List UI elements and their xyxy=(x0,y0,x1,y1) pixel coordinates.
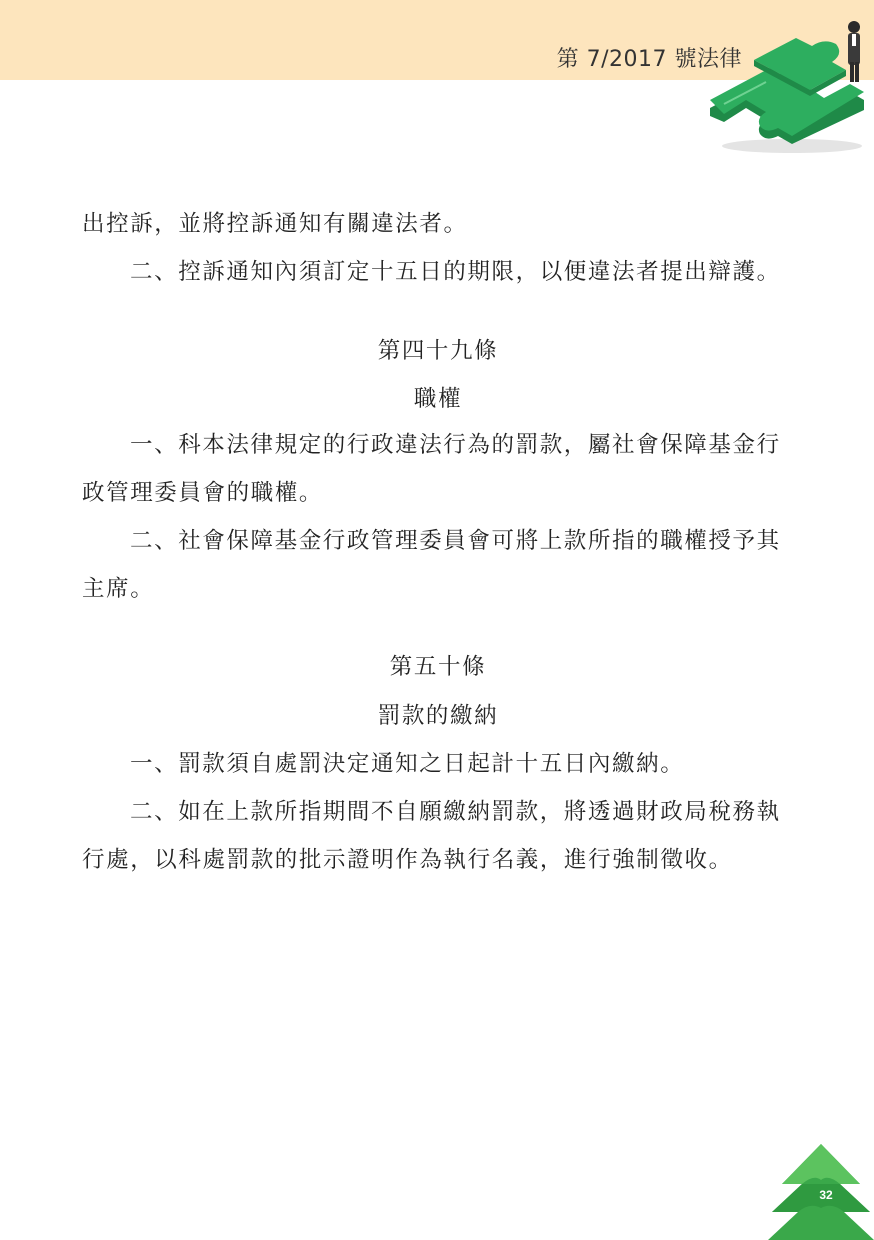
article-50-item-2-cont xyxy=(82,836,794,884)
article-49-item-2-line-1: 二、社會保障基金行政管理委員會可將上款所指的職權授予其 xyxy=(130,528,781,554)
puzzle-piece-with-person-icon xyxy=(700,18,874,158)
article-50-item-1: 一、罰款須自處罰決定通知之日起計十五日內繳納。 xyxy=(130,751,685,777)
page-number: 32 xyxy=(819,1188,833,1202)
article-50-title: 罰款的繳納 xyxy=(377,703,499,729)
article-48-continuation xyxy=(82,200,794,296)
article-49-number: 第四十九條 xyxy=(377,338,499,364)
article-49-item-1-cont xyxy=(82,469,794,517)
article-49-item-2-line-2: 主席。 xyxy=(82,576,155,602)
article-49-item-2 xyxy=(82,517,794,565)
article-49-title: 職權 xyxy=(413,386,463,412)
person-icon xyxy=(848,21,860,82)
article-50-item-2-line-2: 行處，以科處罰款的批示證明作為執行名義，進行強制徵收。 xyxy=(82,847,733,873)
article-49-item-1 xyxy=(82,421,794,469)
article-49-item-1-line-2: 政管理委員會的職權。 xyxy=(82,480,324,506)
article-49-body xyxy=(82,421,794,613)
article-50-item-2 xyxy=(82,788,794,836)
article-49-item-1-line-1: 一、科本法律規定的行政違法行為的罰款，屬社會保障基金行 xyxy=(130,432,781,458)
paragraph-item-2: 二、控訴通知內須訂定十五日的期限，以便違法者提出辯護。 xyxy=(130,259,781,285)
article-49-item-2-cont xyxy=(82,565,794,613)
article-50-item-2-line-1: 二、如在上款所指期間不自願繳納罰款，將透過財政局稅務執 xyxy=(130,799,781,825)
paragraph-continuation: 出控訴，並將控訴通知有關違法者。 xyxy=(82,211,468,237)
article-50-body xyxy=(82,740,794,884)
document-title: 第 7/2017 號法律 xyxy=(556,47,742,72)
article-50-number: 第五十條 xyxy=(389,654,487,680)
